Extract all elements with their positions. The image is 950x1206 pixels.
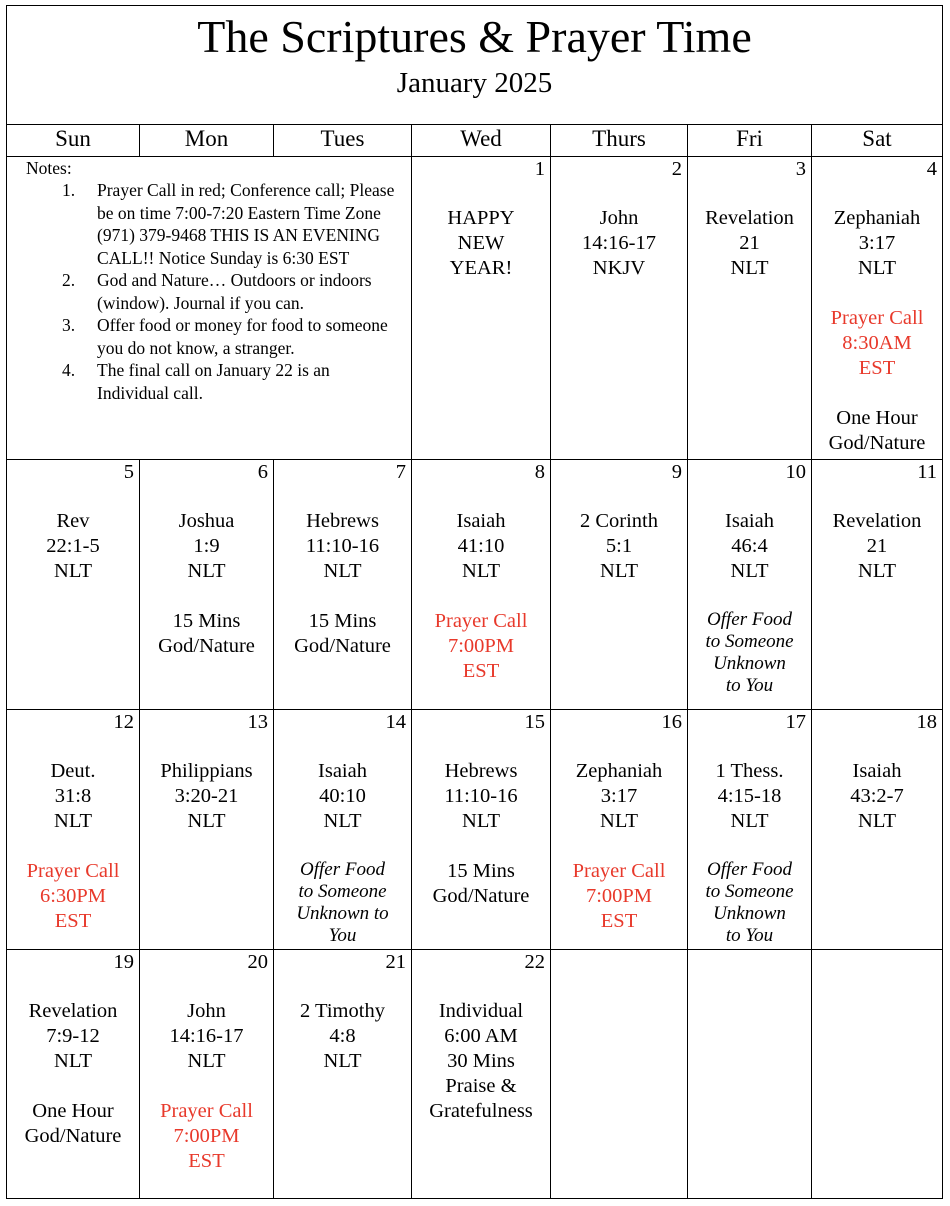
- calendar-header: [7, 6, 942, 125]
- day-cell-22: 22 Individual 6:00 AM 30 Mins Praise & Gratefulness: [412, 950, 551, 1198]
- day-cell-10: 10 Isaiah 46:4 NLT Offer Food to Someone Unknown to You: [688, 460, 812, 710]
- day-cell-21: 21 2 Timothy 4:8 NLT: [274, 950, 412, 1198]
- day-content: Revelation 21 NLT: [705, 207, 794, 279]
- day-cell-2: [551, 157, 688, 460]
- page-title: The Scriptures & Prayer Time: [197, 11, 752, 62]
- notes-list: [35, 179, 405, 404]
- day-cell-18: 18 Isaiah 43:2-7 NLT: [812, 710, 942, 950]
- day-header-sun: Sun: [7, 124, 140, 157]
- calendar: [6, 5, 943, 1199]
- day-cell-9: 9 2 Corinth 5:1 NLT: [551, 460, 688, 710]
- day-cell-15: 15 Hebrews 11:10-16 NLT 15 Mins God/Nature: [412, 710, 551, 950]
- day-number: 4: [926, 158, 937, 180]
- note-item: 1. Prayer Call in red; Conference call; Please be on time 7:00-7:20 Eastern Time Zone (971) 379-9468 THIS IS AN EVENING CALL!! Notice Sunday is 6:30 EST: [62, 180, 395, 268]
- day-header-tues: Tues: [274, 124, 412, 157]
- day-header-mon: Mon: [140, 124, 274, 157]
- prayer-call: Prayer Call: [830, 307, 924, 329]
- day-cell-3: [688, 157, 812, 460]
- day-cell-5: 5 Rev 22:1-5 NLT: [7, 460, 140, 710]
- prayer-call: Prayer Call: [26, 860, 120, 882]
- day-content: HAPPY NEW YEAR!: [447, 207, 515, 279]
- empty-cell: [812, 950, 942, 1198]
- day-header-fri: Fri: [688, 124, 812, 157]
- note-item: 3. Offer food or money for food to someone you do not know, a stranger.: [62, 315, 388, 358]
- month-label: January 2025: [396, 67, 553, 99]
- day-header-thurs: Thurs: [551, 124, 688, 157]
- day-content: John 14:16-17 NKJV: [581, 207, 657, 279]
- day-number: 2: [671, 158, 682, 180]
- note-item: 4. The final call on January 22 is an Individual call.: [62, 360, 330, 403]
- empty-cell: [551, 950, 688, 1198]
- empty-cell: [688, 950, 812, 1198]
- day-cell-14: 14 Isaiah 40:10 NLT Offer Food to Someone Unknown to You: [274, 710, 412, 950]
- day-number: 1: [534, 158, 545, 180]
- day-cell-8: 8 Isaiah 41:10 NLT Prayer Call 7:00PM EST: [412, 460, 551, 710]
- day-cell-12: 12 Deut. 31:8 NLT Prayer Call 6:30PM EST: [7, 710, 140, 950]
- prayer-call: Prayer Call: [160, 1100, 253, 1122]
- day-cell-13: 13 Philippians 3:20-21 NLT: [140, 710, 274, 950]
- day-cell-19: 19 Revelation 7:9-12 NLT One Hour God/Nature: [7, 950, 140, 1198]
- prayer-call: Prayer Call: [434, 610, 528, 632]
- day-cell-16: 16 Zephaniah 3:17 NLT Prayer Call 7:00PM EST: [551, 710, 688, 950]
- day-cell-11: 11 Revelation 21 NLT: [812, 460, 942, 710]
- prayer-call: Prayer Call: [572, 860, 666, 882]
- day-cell-4: [812, 157, 942, 460]
- note-item: 2. God and Nature… Outdoors or indoors (window). Journal if you can.: [62, 270, 372, 313]
- day-content: Zephaniah 3:17 NLT Prayer Call 8:30AM EST One Hour God/Nature: [812, 206, 942, 456]
- day-cell-7: 7 Hebrews 11:10-16 NLT 15 Mins God/Nature: [274, 460, 412, 710]
- day-cell-1: [412, 157, 551, 460]
- notes-cell: [7, 157, 412, 460]
- day-cell-20: 20 John 14:16-17 NLT Prayer Call 7:00PM EST: [140, 950, 274, 1198]
- day-number: 3: [795, 158, 806, 180]
- day-cell-6: 6 Joshua 1:9 NLT 15 Mins God/Nature: [140, 460, 274, 710]
- day-header-sat: Sat: [812, 124, 942, 157]
- day-header-wed: Wed: [412, 124, 551, 157]
- notes-label: Notes:: [26, 158, 72, 178]
- day-cell-17: 17 1 Thess. 4:15-18 NLT Offer Food to Someone Unknown to You: [688, 710, 812, 950]
